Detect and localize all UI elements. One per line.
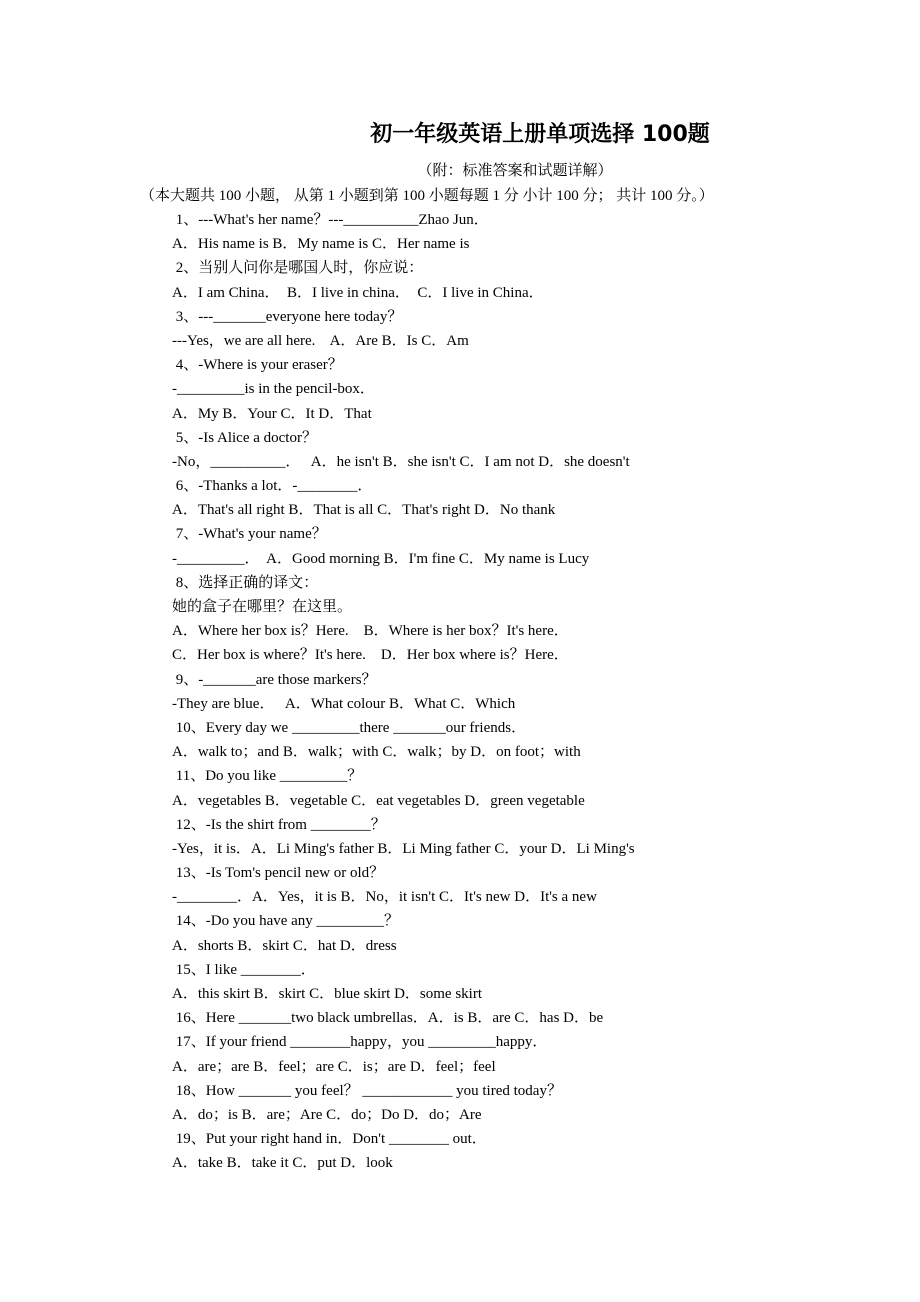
question-line: 3、---_______everyone here today？ [172,308,403,325]
question-line: A．are；are B．feel；are C．is；are D．feel；feel [172,1058,496,1075]
question-line: -_________． A．Good morning B．I'm fine C．My name is Lucy [172,550,590,567]
question-line: 8、选择正确的译文： [172,574,319,591]
question-line: 9、-_______are those markers？ [172,671,377,688]
question-line: ---Yes，we are all here. A．Are B．Is C．Am [172,332,469,349]
question-line: A．vegetables B．vegetable C．eat vegetables D．green vegetable [172,792,585,809]
question-line: 18、How _______ you feel？ ____________ you tired today？ [172,1082,562,1099]
document-title: 初一年级英语上册单项选择 100题 [370,122,710,147]
question-line: 5、-Is Alice a doctor？ [172,429,317,446]
question-line: A．take B．take it C．put D．look [172,1155,393,1172]
question-line: 13、-Is Tom's pencil new or old？ [172,865,385,882]
question-line: 10、Every day we _________there _______our friends． [172,719,527,736]
question-line: C．Her box is where？It's here. D．Her box where is？Here． [172,647,569,664]
question-line: -Yes，it is．A．Li Ming's father B．Li Ming father C．your D．Li Ming's [172,840,635,857]
document-subtitle: （附：标准答案和试题详解） [417,163,613,179]
question-line: A．Where her box is？Here. B．Where is her box？It's here． [172,623,569,640]
question-line: 17、If your friend ________happy，you _________happy． [172,1034,548,1051]
document-intro: （本大题共 100 小题， 从第 1 小题到第 100 小题每题 1 分 小计 100 分； 共计 100 分。） [140,188,714,204]
question-line: 7、-What's your name？ [172,526,327,543]
question-line: A．do；is B．are；Are C．do；Do D．do；Are [172,1106,482,1123]
question-line: A．walk to；and B．walk；with C．walk；by D．on foot；with [172,744,581,761]
question-line: 她的盒子在哪里？在这里。 [172,599,353,615]
question-line: A．shorts B．skirt C．hat D．dress [172,937,397,954]
question-line: A．My B．Your C．It D．That [172,405,372,422]
question-line: A．I am China． B．I live in china． C．I live in China． [172,284,544,301]
question-line: 1、---What's her name？---__________Zhao Jun． [172,212,489,228]
question-line: 14、-Do you have any _________？ [172,913,400,930]
question-line: 19、Put your right hand in．Don't ________ out． [172,1131,487,1148]
question-list [172,208,635,1176]
question-line: A．this skirt B．skirt C．blue skirt D．some skirt [172,986,483,1002]
question-line: 11、Do you like _________？ [172,768,363,785]
question-line: 16、Here _______two black umbrellas．A．is B．are C．has D．be [172,1010,604,1027]
question-line: -They are blue． A．What colour B．What C．Which [172,695,516,712]
question-line: A．His name is B．My name is C．Her name is [172,236,470,253]
question-line: 4、-Where is your eraser？ [172,357,343,374]
question-line: -_________is in the pencil-box． [172,381,375,398]
question-line: -________．A．Yes，it is B．No，it isn't C．It's new D．It's a new [172,889,597,906]
question-line: 6、-Thanks a lot．-________． [172,478,373,495]
question-line: A．That's all right B．That is all C．That's right D．No thank [172,502,556,519]
question-line: 12、-Is the shirt from ________？ [172,816,386,833]
question-line: -No，__________． A．he isn't B．she isn't C．I am not D．she doesn't [172,453,630,470]
question-line: 2、当别人问你是哪国人时，你应说： [172,260,424,277]
question-line: 15、I like ________． [172,961,316,978]
